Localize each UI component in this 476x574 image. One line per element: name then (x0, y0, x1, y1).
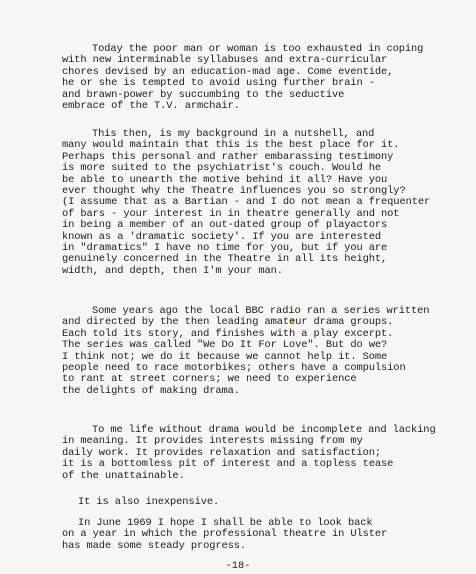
text-line: in "dramatics" I have no time for you, but if you are (62, 241, 388, 254)
text-line: and directed by the then leading amateur drama groups. (62, 316, 394, 329)
text-line: chores devised by an education-mad age. Come eventide, (62, 65, 394, 78)
text-line: To me life without drama would be incomplete and lacking (92, 424, 436, 436)
text-line: known as a 'dramatic society'. If you are interested (62, 230, 382, 243)
text-line: Perhaps this personal and rather embarassing testimony (62, 150, 394, 163)
text-line: has made some steady progress. (62, 539, 247, 552)
text-line: embrace of the T.V. armchair. (62, 99, 240, 112)
text-line: he or she is tempted to avoid using further brain - (62, 77, 375, 90)
text-line: in being a member of an out-dated group of playactors (62, 219, 388, 232)
text-line: I think not; we do it because we cannot help it. Some (62, 350, 388, 363)
text-line: many would maintain that this is the best place for it. (62, 139, 400, 152)
text-line: in meaning. It provides interests missing from my (62, 435, 363, 448)
page-number: -18- (225, 560, 251, 572)
paragraph-2 (62, 129, 462, 277)
text-line: and brawn-power by succumbing to the seductive (62, 88, 345, 101)
paragraph-6 (62, 518, 462, 552)
text-line: the delights of making drama. (62, 384, 240, 397)
text-line: width, and depth, then I'm your man. (62, 264, 283, 277)
text-line: ever thought why the Theatre influences you so strongly? (62, 184, 406, 197)
text-line: to rant at street corners; we need to experience (62, 373, 357, 386)
text-line: In June 1969 I hope I shall be able to look back (78, 517, 373, 529)
paragraph-5 (62, 497, 462, 508)
text-line: of bars - your interest in in theatre generally and not (62, 207, 400, 220)
text-line: daily work. It provides relaxation and satisfaction; (62, 446, 382, 459)
paragraph-1 (62, 44, 462, 112)
text-line: (I assume that as a Bartian - and I do not mean a frequenter (62, 196, 431, 209)
text-line: genuinely concerned in the Theatre in all its height, (62, 253, 388, 266)
text-line: is more suited to the psychiatrist's couch. Would he (62, 162, 382, 175)
text-line: people need to race motorbikes; others have a compulsion (62, 361, 406, 374)
text-line: It is also inexpensive. (78, 496, 220, 508)
text-line: Some years ago the local BBC radio ran a series written (92, 305, 430, 317)
text-line: Today the poor man or woman is too exhausted in coping (92, 43, 424, 55)
text-line: The series was called "We Do It For Love". But do we? (62, 339, 388, 352)
paragraph-3 (62, 306, 462, 397)
text-line: with new interminable syllabuses and extra-curricular (62, 54, 388, 67)
text-line: it is a bottomless pit of interest and a topless tease (62, 458, 394, 471)
text-line: on a year in which the professional theatre in Ulster (62, 528, 388, 541)
text-line: Each told its story, and finishes with a play excerpt. (62, 327, 394, 340)
text-line: This then, is my background in a nutshell, and (92, 128, 375, 140)
text-line: of the unattainable. (62, 469, 185, 482)
paragraph-4 (62, 425, 462, 482)
text-line: be able to unearth the motive behind it all? Have you (62, 173, 388, 186)
